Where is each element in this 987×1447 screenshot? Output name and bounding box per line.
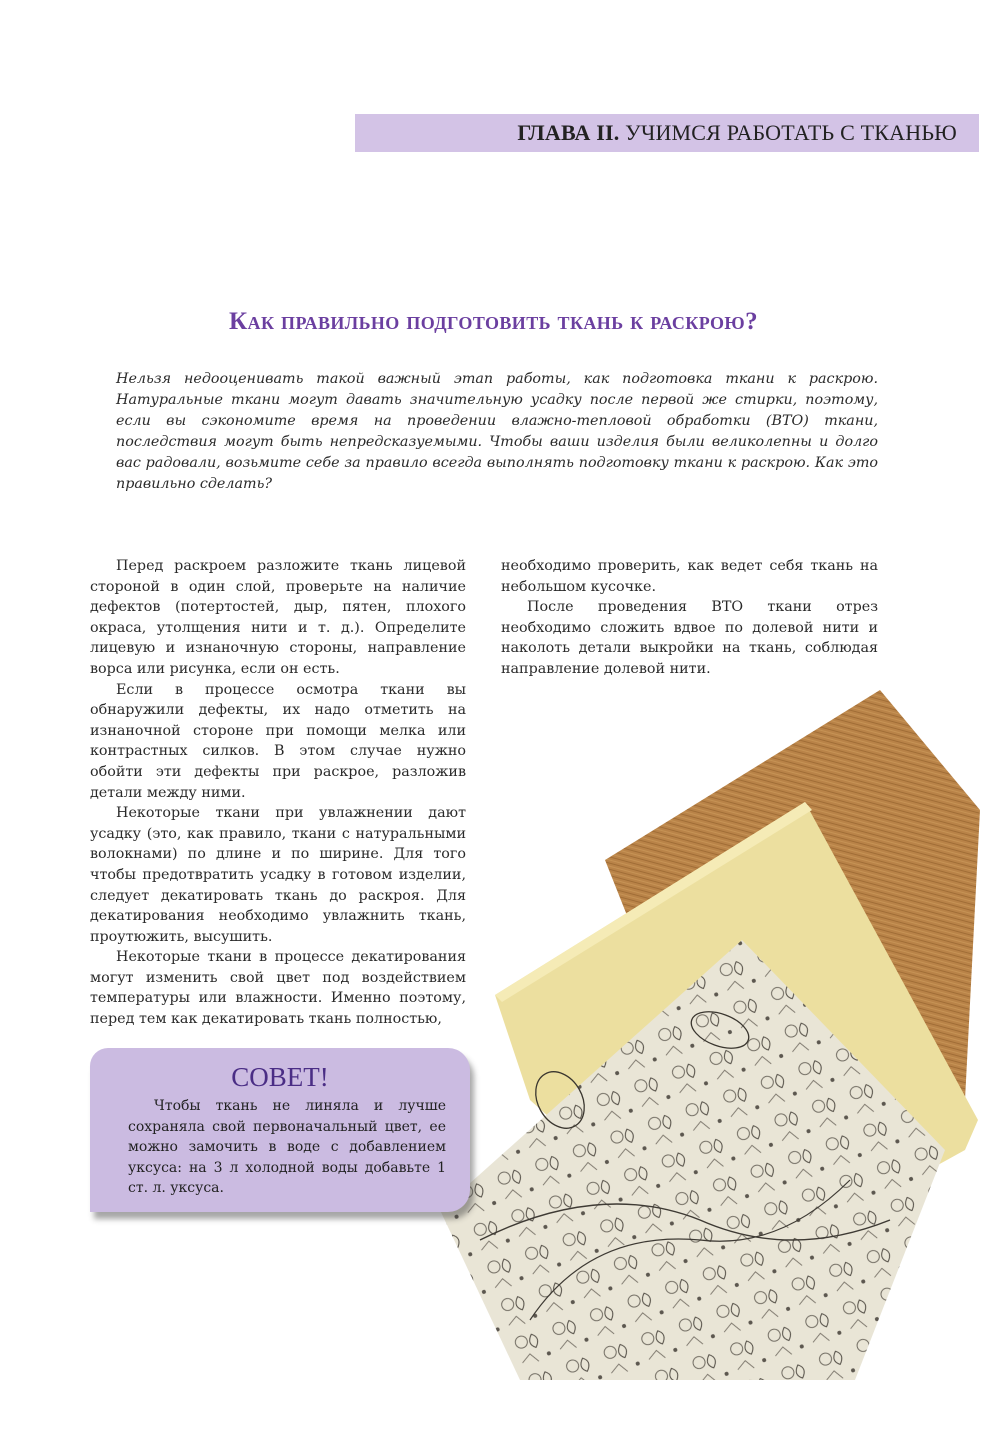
tip-text: Чтобы ткань не линяла и лучше сохраняла свой первоначальный цвет, ее можно замочить в воде с добавлением уксуса: на 3 л холодной воды добавьте 1 ст. л. уксуса.: [128, 1098, 446, 1197]
paragraph: После проведения ВТО ткани отрез необходимо сложить вдвое по долевой нити и наколоть детали выкройки на ткань, соблюдая направление долевой нити.: [501, 599, 878, 677]
left-column: [90, 556, 466, 1030]
right-column: [501, 556, 878, 680]
chapter-header: [355, 114, 979, 152]
paragraph: Перед раскроем разложите ткань лицевой стороной в один слой, проверьте на наличие дефектов (потертостей, дыр, пятен, плохого окраса, утолщения нити и т. д.). Определите лицевую и изнаночную стороны, направление ворса или рисунка, если он есть.: [90, 558, 466, 677]
section-title: Как правильно подготовить ткань к раскрою?: [229, 308, 758, 335]
paragraph: Некоторые ткани при увлажнении дают усадку (это, как правило, ткани с натуральными волокнами) по длине и по ширине. Для того чтобы предотвратить усадку в готовом изделии, следует декатировать ткань до раскроя. Для декатирования необходимо увлажнить ткань, проутюжить, высушить.: [90, 805, 466, 945]
chapter-name: УЧИМСЯ РАБОТАТЬ С ТКАНЬЮ: [625, 120, 957, 145]
paragraph: Если в процессе осмотра ткани вы обнаружили дефекты, их надо отметить на изнаночной стороне при помощи мелка или контрастных силков. В этом случае нужно обойти эти дефекты при раскрое, разложив детали между ними.: [90, 681, 466, 801]
intro-paragraph: Нельзя недооценивать такой важный этап работы, как подготовка ткани к раскрою. Натуральные ткани могут давать значительную усадку после первой же стирки, поэтому, если вы сэкономите время на проведении влажно-тепловой обработки (ВТО) ткани, последствия могут быть непредсказуемыми. Чтобы ваши изделия были великолепны и долго вас радовали, возьмите себе за правило всегда выполнять подготовку ткани к раскрою. Как это правильно сделать?: [116, 371, 878, 492]
paragraph: Некоторые ткани в процессе декатирования могут изменить свой цвет под воздействием температуры или влажности. Именно поэтому, перед тем как декатировать ткань полностью,: [90, 949, 466, 1028]
chapter-title: [517, 120, 957, 146]
fabric-photo: [440, 680, 980, 1380]
paragraph: необходимо проверить, как ведет себя ткань на небольшом кусочке.: [501, 558, 878, 595]
tip-title: СОВЕТ!: [231, 1062, 329, 1092]
chapter-number: ГЛАВА II.: [517, 120, 620, 145]
tip-box: [90, 1048, 470, 1212]
